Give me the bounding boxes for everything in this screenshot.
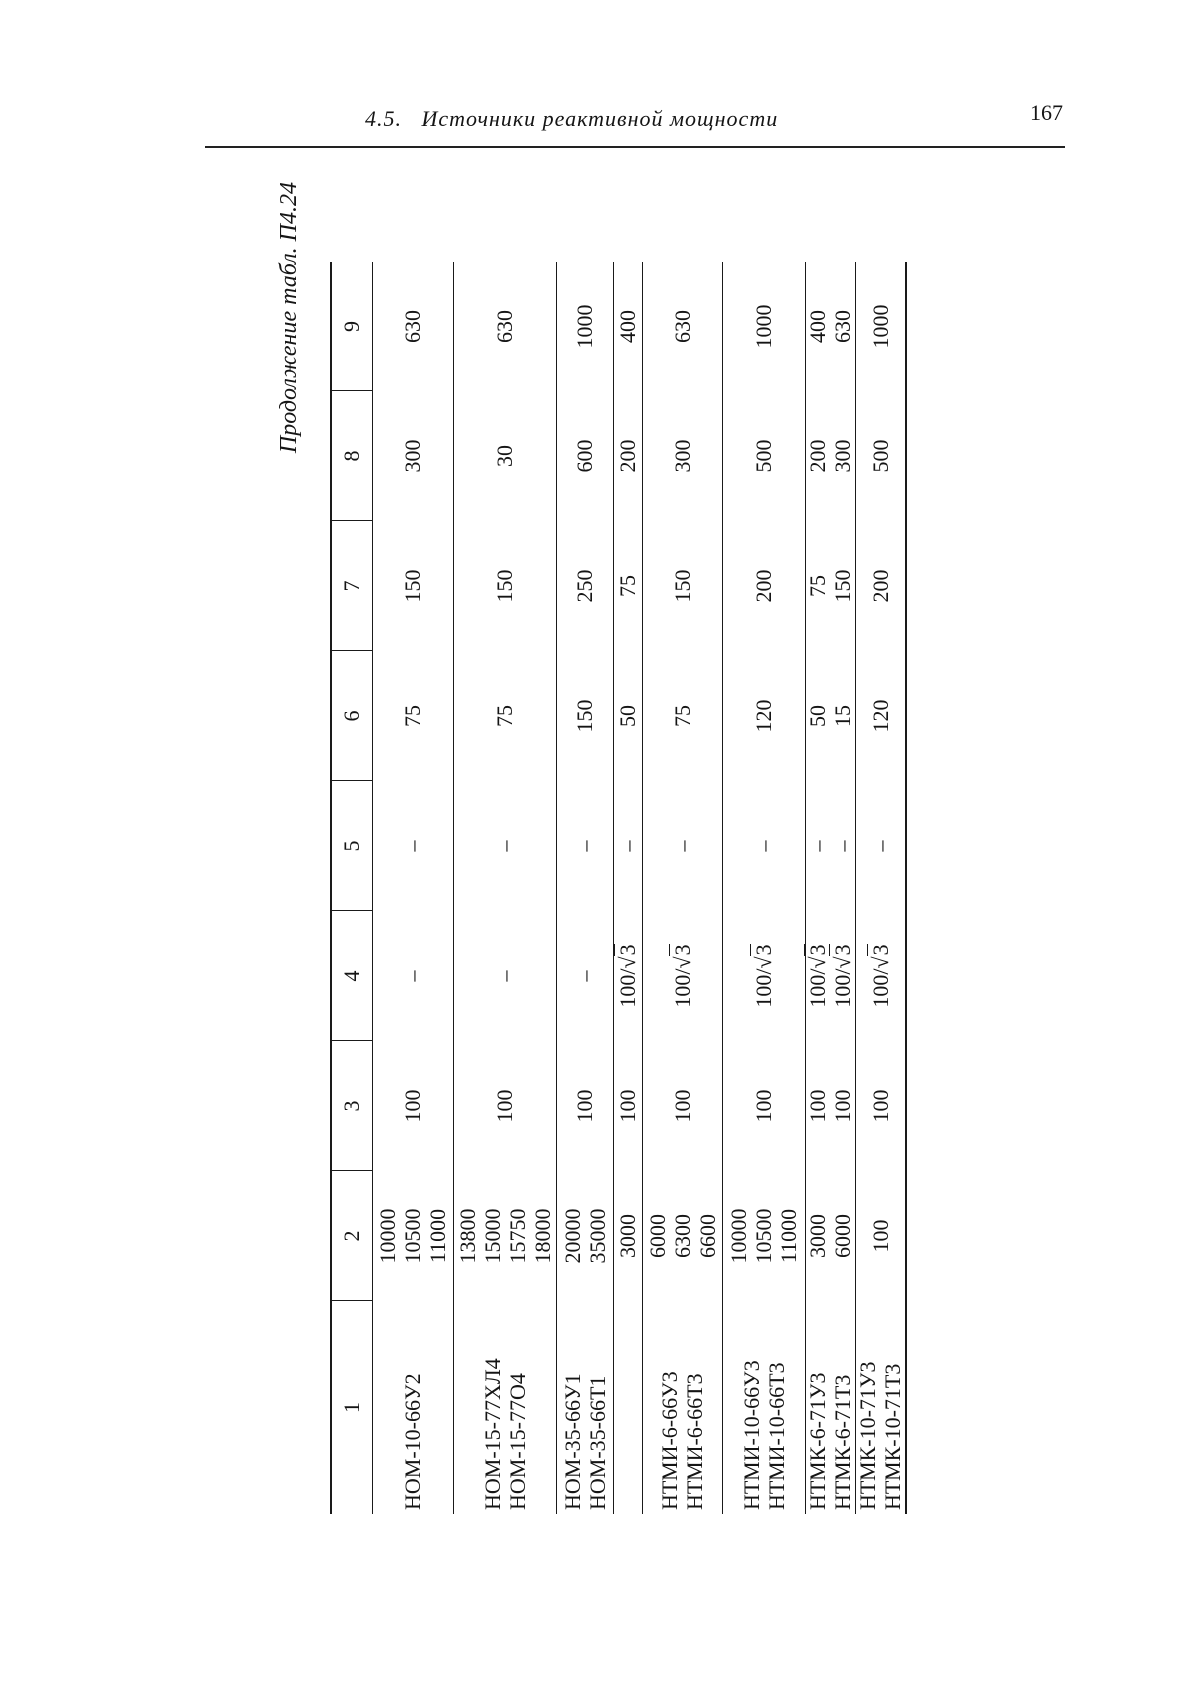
- cell-lines: [868, 700, 893, 733]
- cell-row6-col6: [722, 651, 805, 781]
- cell-lines: [615, 944, 640, 1007]
- cell-row2-col4: [453, 911, 556, 1041]
- sqrt-radicand: 3: [805, 944, 830, 956]
- cell-row6-col9: [722, 262, 805, 391]
- cell-row5-col6: [642, 651, 722, 781]
- cell-line: НТМИ-10-66У3: [738, 1360, 764, 1510]
- cell-row7-col2: [805, 1171, 855, 1301]
- cell-line: 150: [830, 569, 855, 603]
- cell-lines: [868, 1220, 893, 1253]
- cell-line: 6000: [644, 1214, 670, 1258]
- cell-lines: [805, 570, 855, 603]
- cell-lines: [751, 700, 776, 733]
- cell-row5-col9: [642, 262, 722, 391]
- cell-line: 100: [805, 1089, 830, 1123]
- sqrt-symbol-icon: √: [867, 956, 893, 969]
- cell-lines: [805, 440, 855, 473]
- cell-row2-col8: [453, 391, 556, 521]
- cell-lines: [751, 570, 776, 603]
- cell-line: НОМ-15-77ХЛ4: [479, 1358, 505, 1510]
- cell-row3-col9: [556, 262, 613, 391]
- cell-lines: [615, 1090, 640, 1123]
- cell-line: НТМК-10-71Т3: [880, 1363, 905, 1510]
- cell-row1-col4: [372, 911, 453, 1041]
- cell-row4-col7: [613, 521, 642, 651]
- column-header-9: 9: [338, 321, 364, 332]
- cell-row4-col1: [613, 1297, 642, 1514]
- cell-line: 15000: [479, 1208, 505, 1264]
- cell-lines: [670, 705, 695, 727]
- cell-lines: [805, 944, 855, 1007]
- cell-lines: [868, 1090, 893, 1123]
- cell-lines: [492, 705, 517, 727]
- cell-lines: [400, 440, 425, 473]
- section-number: 4.5.: [365, 106, 402, 131]
- cell-line: 13800: [454, 1208, 480, 1264]
- cell-lines: [615, 841, 640, 852]
- cell-row7-col4: [805, 911, 855, 1041]
- cell-line: 18000: [529, 1208, 555, 1264]
- cell-lines: [805, 841, 855, 852]
- cell-line: НТМК-10-71У3: [855, 1361, 880, 1510]
- cell-lines: [751, 305, 776, 349]
- sqrt-radicand: 3: [615, 944, 640, 956]
- cell-line: 50: [615, 705, 640, 727]
- cell-row3-col1: [556, 1297, 613, 1514]
- cell-line: 100: [492, 1089, 517, 1123]
- cell-row8-col9: [855, 262, 905, 391]
- cell-lines: [868, 944, 893, 1007]
- sqrt-expression: [830, 944, 855, 1007]
- cell-line: 11000: [776, 1208, 801, 1264]
- cell-row1-col7: [372, 521, 453, 651]
- cell-row8-col4: [855, 911, 905, 1041]
- cell-line: 15750: [504, 1208, 530, 1264]
- cell-row6-col8: [722, 391, 805, 521]
- cell-lines: [615, 705, 640, 727]
- cell-line: 1000: [751, 304, 776, 349]
- cell-line: НТМК-6-71У3: [805, 1372, 830, 1510]
- column-header-6: 6: [338, 710, 364, 722]
- cell-line: НОМ-15-77О4: [504, 1373, 530, 1510]
- column-header-1: 1: [338, 1402, 364, 1413]
- cell-line: 100: [572, 1089, 597, 1123]
- cell-line: 250: [572, 569, 597, 603]
- cell-row2-col2: [453, 1171, 556, 1301]
- cell-row5-col2: [642, 1171, 722, 1301]
- cell-row5-col4: [642, 911, 722, 1041]
- cell-line: 10000: [726, 1208, 751, 1264]
- cell-row6-col5: [722, 781, 805, 911]
- cell-row2-col1: [453, 1297, 556, 1514]
- cell-lines: [492, 841, 517, 852]
- cell-lines: [492, 570, 517, 603]
- cell-row5-col5: [642, 781, 722, 911]
- cell-lines: [455, 1209, 555, 1264]
- cell-row8-col1: [855, 1297, 905, 1514]
- cell-row5-col8: [642, 391, 722, 521]
- cell-line: 3000: [615, 1214, 640, 1258]
- cell-line: 630: [669, 310, 695, 343]
- cell-lines: [572, 305, 597, 349]
- cell-lines: [670, 1090, 695, 1123]
- cell-row3-col2: [556, 1171, 613, 1301]
- cell-line: 300: [830, 439, 855, 473]
- cell-row8-col5: [855, 781, 905, 911]
- cell-lines: [751, 944, 776, 1007]
- cell-line: 150: [400, 569, 425, 603]
- cell-row8-col8: [855, 391, 905, 521]
- cell-row1-col6: [372, 651, 453, 781]
- cell-lines: [751, 1090, 776, 1123]
- cell-line: 100: [830, 1089, 855, 1123]
- cell-line: –: [669, 840, 695, 852]
- cell-line: НТМК-6-71Т3: [830, 1374, 855, 1510]
- cell-line: НОМ-35-66Т1: [584, 1375, 610, 1510]
- cell-lines: [400, 1373, 425, 1510]
- cell-lines: [615, 1214, 640, 1258]
- cell-row3-col7: [556, 521, 613, 651]
- page-number: 167: [1030, 100, 1063, 125]
- cell-lines: [400, 310, 425, 343]
- section-title: Источники реактивной мощности: [421, 106, 779, 131]
- cell-line: 150: [492, 569, 517, 603]
- cell-lines: [615, 310, 640, 343]
- cell-lines: [572, 570, 597, 603]
- cell-row1-col9: [372, 262, 453, 391]
- cell-lines: [670, 570, 695, 603]
- cell-line: 630: [492, 310, 517, 343]
- cell-row3-col8: [556, 391, 613, 521]
- cell-line: –: [492, 840, 517, 852]
- cell-line: 35000: [584, 1208, 610, 1264]
- cell-lines: [726, 1209, 801, 1264]
- cell-row1-col5: [372, 781, 453, 911]
- cell-row1-col8: [372, 391, 453, 521]
- cell-lines: [670, 310, 695, 343]
- column-header-3: 3: [338, 1100, 364, 1112]
- cell-line: 120: [867, 699, 893, 733]
- cell-line: 3000: [805, 1214, 830, 1258]
- cell-lines: [868, 305, 893, 349]
- cell-lines: [400, 705, 425, 727]
- sqrt-numerator: 100/: [830, 968, 855, 1008]
- cell-line: –: [572, 840, 597, 852]
- sqrt-expression: [751, 944, 776, 1007]
- cell-line: 30: [492, 445, 517, 467]
- cell-row8-col6: [855, 651, 905, 781]
- cell-row2-col6: [453, 651, 556, 781]
- cell-line: НТМИ-6-66У3: [657, 1371, 682, 1510]
- sqrt-radicand: 3: [751, 944, 776, 956]
- cell-lines: [400, 841, 425, 852]
- cell-lines: [645, 1214, 720, 1258]
- cell-line: НТМИ-6-66Т3: [682, 1373, 707, 1510]
- header-title: [365, 106, 845, 132]
- cell-line: 200: [615, 439, 640, 473]
- cell-line: 100: [400, 1089, 425, 1123]
- cell-line: 1000: [572, 304, 597, 349]
- column-header-2: 2: [338, 1230, 364, 1242]
- cell-row8-col2: [855, 1171, 905, 1301]
- cell-row6-col3: [722, 1041, 805, 1171]
- cell-line: 75: [400, 705, 425, 727]
- cell-line: 120: [751, 699, 776, 733]
- cell-row1-col1: [372, 1297, 453, 1514]
- cell-lines: [670, 944, 695, 1007]
- cell-line: 50: [805, 705, 830, 727]
- cell-lines: [375, 1209, 450, 1264]
- cell-lines: [805, 1373, 855, 1511]
- cell-line: –: [805, 840, 830, 852]
- cell-line: 1000: [867, 304, 893, 349]
- cell-line: 300: [669, 439, 695, 473]
- cell-row6-col1: [722, 1297, 805, 1514]
- cell-line: 10000: [375, 1208, 400, 1264]
- cell-row4-col9: [613, 262, 642, 391]
- cell-line: 10500: [751, 1208, 776, 1264]
- sqrt-symbol-icon: √: [615, 956, 640, 969]
- cell-lines: [480, 1358, 530, 1510]
- cell-row7-col1: [805, 1297, 855, 1514]
- cell-line: НОМ-35-66У1: [559, 1373, 585, 1510]
- sqrt-radicand: 3: [669, 944, 695, 956]
- cell-lines: [492, 310, 517, 343]
- cell-lines: [572, 841, 597, 852]
- cell-line: 600: [572, 439, 597, 473]
- cell-lines: [855, 1362, 905, 1511]
- cell-row2-col5: [453, 781, 556, 911]
- cell-row7-col3: [805, 1041, 855, 1171]
- sqrt-radicand: 3: [867, 944, 893, 956]
- cell-row3-col4: [556, 911, 613, 1041]
- cell-line: –: [572, 970, 597, 982]
- cell-line: 15: [830, 705, 855, 727]
- sqrt-radicand: 3: [830, 944, 855, 956]
- sqrt-numerator: 100/: [615, 968, 640, 1008]
- cell-row4-col6: [613, 651, 642, 781]
- cell-line: 200: [751, 569, 776, 603]
- table-caption: Продолжение табл. П4.24: [276, 182, 302, 454]
- cell-lines: [670, 841, 695, 852]
- cell-row6-col7: [722, 521, 805, 651]
- cell-line: 100: [751, 1089, 776, 1123]
- cell-row5-col1: [642, 1297, 722, 1514]
- cell-lines: [805, 705, 855, 727]
- cell-lines: [868, 570, 893, 603]
- cell-row7-col6: [805, 651, 855, 781]
- cell-line: НТМИ-10-66Т3: [763, 1362, 789, 1510]
- column-header-5: 5: [338, 840, 364, 852]
- cell-line: 75: [669, 705, 695, 727]
- sqrt-expression: [805, 944, 830, 1007]
- cell-row8-col3: [855, 1041, 905, 1171]
- column-header-4: 4: [338, 970, 364, 982]
- cell-line: 75: [615, 575, 640, 597]
- cell-row6-col4: [722, 911, 805, 1041]
- cell-line: 6300: [669, 1214, 695, 1258]
- sqrt-symbol-icon: √: [669, 956, 695, 969]
- cell-line: 10500: [400, 1208, 425, 1264]
- column-header-7: 7: [338, 580, 364, 592]
- sqrt-expression: [868, 944, 893, 1007]
- cell-line: –: [615, 840, 640, 852]
- cell-lines: [492, 445, 517, 467]
- cell-lines: [400, 1090, 425, 1123]
- sqrt-symbol-icon: √: [805, 956, 830, 969]
- cell-lines: [572, 1090, 597, 1123]
- cell-row8-col7: [855, 521, 905, 651]
- cell-lines: [751, 440, 776, 473]
- cell-line: 400: [805, 310, 830, 343]
- cell-row1-col2: [372, 1171, 453, 1301]
- cell-line: 100: [867, 1089, 893, 1123]
- cell-lines: [805, 1090, 855, 1123]
- cell-lines: [492, 1090, 517, 1123]
- cell-lines: [868, 841, 893, 852]
- cell-line: 200: [867, 569, 893, 603]
- cell-row3-col5: [556, 781, 613, 911]
- cell-line: 6000: [830, 1214, 855, 1258]
- sqrt-symbol-icon: √: [830, 956, 855, 969]
- cell-lines: [400, 570, 425, 603]
- cell-row5-col3: [642, 1041, 722, 1171]
- cell-line: 11000: [425, 1208, 450, 1264]
- cell-line: НОМ-10-66У2: [400, 1373, 425, 1510]
- cell-row2-col7: [453, 521, 556, 651]
- cell-line: 300: [400, 439, 425, 473]
- cell-lines: [492, 971, 517, 982]
- cell-lines: [805, 310, 855, 343]
- cell-line: 150: [572, 699, 597, 733]
- cell-line: 500: [867, 439, 893, 473]
- cell-lines: [572, 440, 597, 473]
- cell-row7-col8: [805, 391, 855, 521]
- cell-row4-col8: [613, 391, 642, 521]
- cell-line: –: [400, 970, 425, 982]
- cell-row2-col3: [453, 1041, 556, 1171]
- data-table: [330, 162, 955, 1514]
- cell-row7-col9: [805, 262, 855, 391]
- cell-line: 500: [751, 439, 776, 473]
- cell-lines: [572, 971, 597, 982]
- cell-line: –: [400, 840, 425, 852]
- cell-lines: [560, 1373, 610, 1510]
- cell-line: 6600: [694, 1214, 720, 1258]
- cell-lines: [615, 575, 640, 597]
- cell-line: 150: [669, 569, 695, 603]
- cell-line: 100: [669, 1089, 695, 1123]
- cell-line: 630: [830, 310, 855, 343]
- sqrt-numerator: 100/: [669, 968, 695, 1008]
- cell-lines: [805, 1214, 855, 1258]
- rotated-table-block: [270, 162, 955, 1514]
- cell-lines: [560, 1209, 610, 1264]
- cell-line: –: [492, 970, 517, 982]
- cell-row6-col2: [722, 1171, 805, 1301]
- cell-lines: [670, 440, 695, 473]
- cell-row4-col3: [613, 1041, 642, 1171]
- cell-line: –: [830, 840, 855, 852]
- column-header-8: 8: [338, 450, 364, 462]
- sqrt-expression: [615, 944, 640, 1007]
- cell-lines: [615, 440, 640, 473]
- cell-line: 100: [615, 1089, 640, 1123]
- table-bottom-border: [905, 262, 907, 1514]
- cell-line: 630: [400, 310, 425, 343]
- sqrt-numerator: 100/: [805, 968, 830, 1008]
- cell-row4-col5: [613, 781, 642, 911]
- cell-row3-col6: [556, 651, 613, 781]
- cell-row2-col9: [453, 262, 556, 391]
- cell-row7-col7: [805, 521, 855, 651]
- sqrt-expression: [670, 944, 695, 1007]
- cell-line: –: [751, 840, 776, 852]
- cell-row5-col7: [642, 521, 722, 651]
- cell-lines: [572, 700, 597, 733]
- cell-line: 400: [615, 310, 640, 343]
- cell-row4-col2: [613, 1171, 642, 1301]
- header-rule: [205, 146, 1065, 148]
- cell-lines: [400, 971, 425, 982]
- cell-lines: [739, 1360, 789, 1510]
- cell-row1-col3: [372, 1041, 453, 1171]
- sqrt-numerator: 100/: [751, 968, 776, 1008]
- cell-lines: [868, 440, 893, 473]
- cell-row7-col5: [805, 781, 855, 911]
- cell-line: 100: [867, 1219, 893, 1253]
- cell-line: –: [867, 840, 893, 852]
- sqrt-numerator: 100/: [867, 968, 893, 1008]
- cell-lines: [751, 841, 776, 852]
- cell-lines: [657, 1371, 707, 1510]
- cell-line: 75: [492, 705, 517, 727]
- cell-line: 200: [805, 439, 830, 473]
- cell-line: 20000: [559, 1208, 585, 1264]
- cell-row4-col4: [613, 911, 642, 1041]
- cell-row3-col3: [556, 1041, 613, 1171]
- cell-line: 75: [805, 575, 830, 597]
- sqrt-symbol-icon: √: [751, 956, 776, 969]
